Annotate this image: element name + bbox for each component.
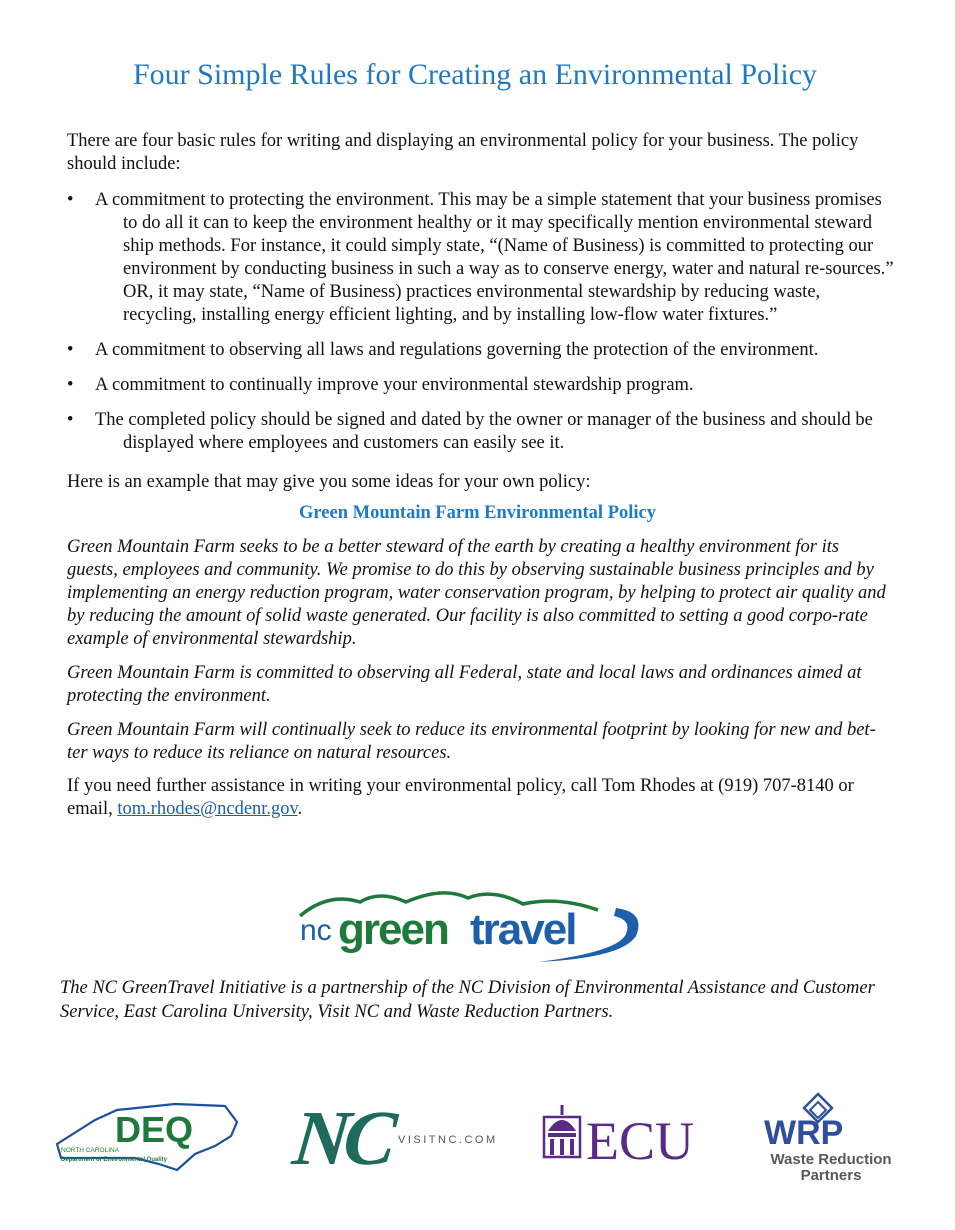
deq-letters: DEQ [115, 1109, 194, 1150]
policy-paragraph: Green Mountain Farm is committed to observing all Federal, state and local laws and ordinances aimed at protecting the environment. [67, 663, 862, 706]
visitnc-url: VISITNC.COM [398, 1134, 498, 1146]
page-title: Four Simple Rules for Creating an Environmental Policy [132, 58, 818, 91]
rule-text: A commitment to protecting the environment. This may be a simple statement that your business promises to do all it can to keep the environment healthy or it may specifically mention environmental steward ship methods. For instance, it could simply state, “(Name of Business) is committed to protecting our environment by conducting business in such a way as to conserve energy, water and natural re-sources.” OR, it may state, “Name of Business) practices environmental stewardship by reducing waste, recycling, installing energy efficient lighting, and by installing low-flow water fixtures.” [95, 190, 894, 325]
rule-text: The completed policy should be signed and dated by the owner or manager of the business and should be displayed where employees and customers can easily see it. [95, 410, 873, 453]
visitnc-logo [289, 1094, 498, 1181]
rules-list [67, 189, 897, 467]
assistance-text: If you need further assistance in writing your environmental policy, call Tom Rhodes at (919) 707-8140 or email, [67, 776, 854, 819]
intro-paragraph: There are four basic rules for writing and displaying an environmental policy for your business. The policy should include: [67, 131, 859, 174]
list-item [67, 189, 897, 327]
policy-paragraph: Green Mountain Farm seeks to be a better steward of the earth by creating a healthy environment for its guests, employees and community. We promise to do this by observing sustainable business principles and by implementing an energy reduction program, water conservation program, by helping to protect air quality and by reducing the amount of solid waste generated. Our facility is also committed to setting a good corpo-rate example of environmental stewardship. [67, 537, 886, 649]
ecu-letters: ECU [586, 1111, 694, 1171]
bullet-icon: • [67, 375, 74, 395]
wrp-letters: WRP [764, 1114, 844, 1152]
visitnc-mark: NC [289, 1094, 395, 1181]
ecu-logo [538, 1103, 708, 1169]
bullet-icon: • [67, 410, 74, 430]
ncgreentravel-logo [298, 888, 648, 968]
partnership-statement: The NC GreenTravel Initiative is a partnership of the NC Division of Environmental Assistance and Customer Service, East Carolina University, Visit NC and Waste Reduction Partners. [60, 978, 875, 1022]
bullet-icon: • [67, 340, 74, 360]
rule-text: A commitment to observing all laws and regulations governing the protection of the environment. [95, 340, 819, 360]
assistance-paragraph [67, 775, 897, 821]
logo-nc-text: nc [300, 914, 332, 947]
example-lead: Here is an example that may give you some ideas for your own policy: [67, 472, 591, 492]
policy-paragraph: Green Mountain Farm will continually seek to reduce its environmental footprint by looking for new and bet-ter ways to reduce its reliance on natural resources. [67, 720, 876, 763]
list-item [67, 374, 897, 397]
wrp-line1: Waste Reduction [770, 1151, 892, 1168]
cupola-icon [548, 1120, 576, 1131]
logo-travel-text: travel [470, 905, 576, 954]
policy-heading: Green Mountain Farm Environmental Policy [299, 503, 656, 523]
deq-department-label: Department of Environmental Quality [61, 1157, 168, 1163]
email-link[interactable]: tom.rhodes@ncdenr.gov [117, 799, 298, 819]
deq-state-label: NORTH CAROLINA [61, 1147, 120, 1154]
rule-text: A commitment to continually improve your environmental stewardship program. [95, 375, 694, 395]
list-item [67, 339, 897, 362]
wrp-line2: Partners [800, 1167, 862, 1184]
list-item [67, 409, 897, 455]
wrp-logo [760, 1092, 902, 1184]
deq-logo [55, 1100, 240, 1178]
bullet-icon: • [67, 190, 74, 210]
assistance-period: . [297, 799, 303, 819]
logo-green-text: green [338, 905, 448, 954]
